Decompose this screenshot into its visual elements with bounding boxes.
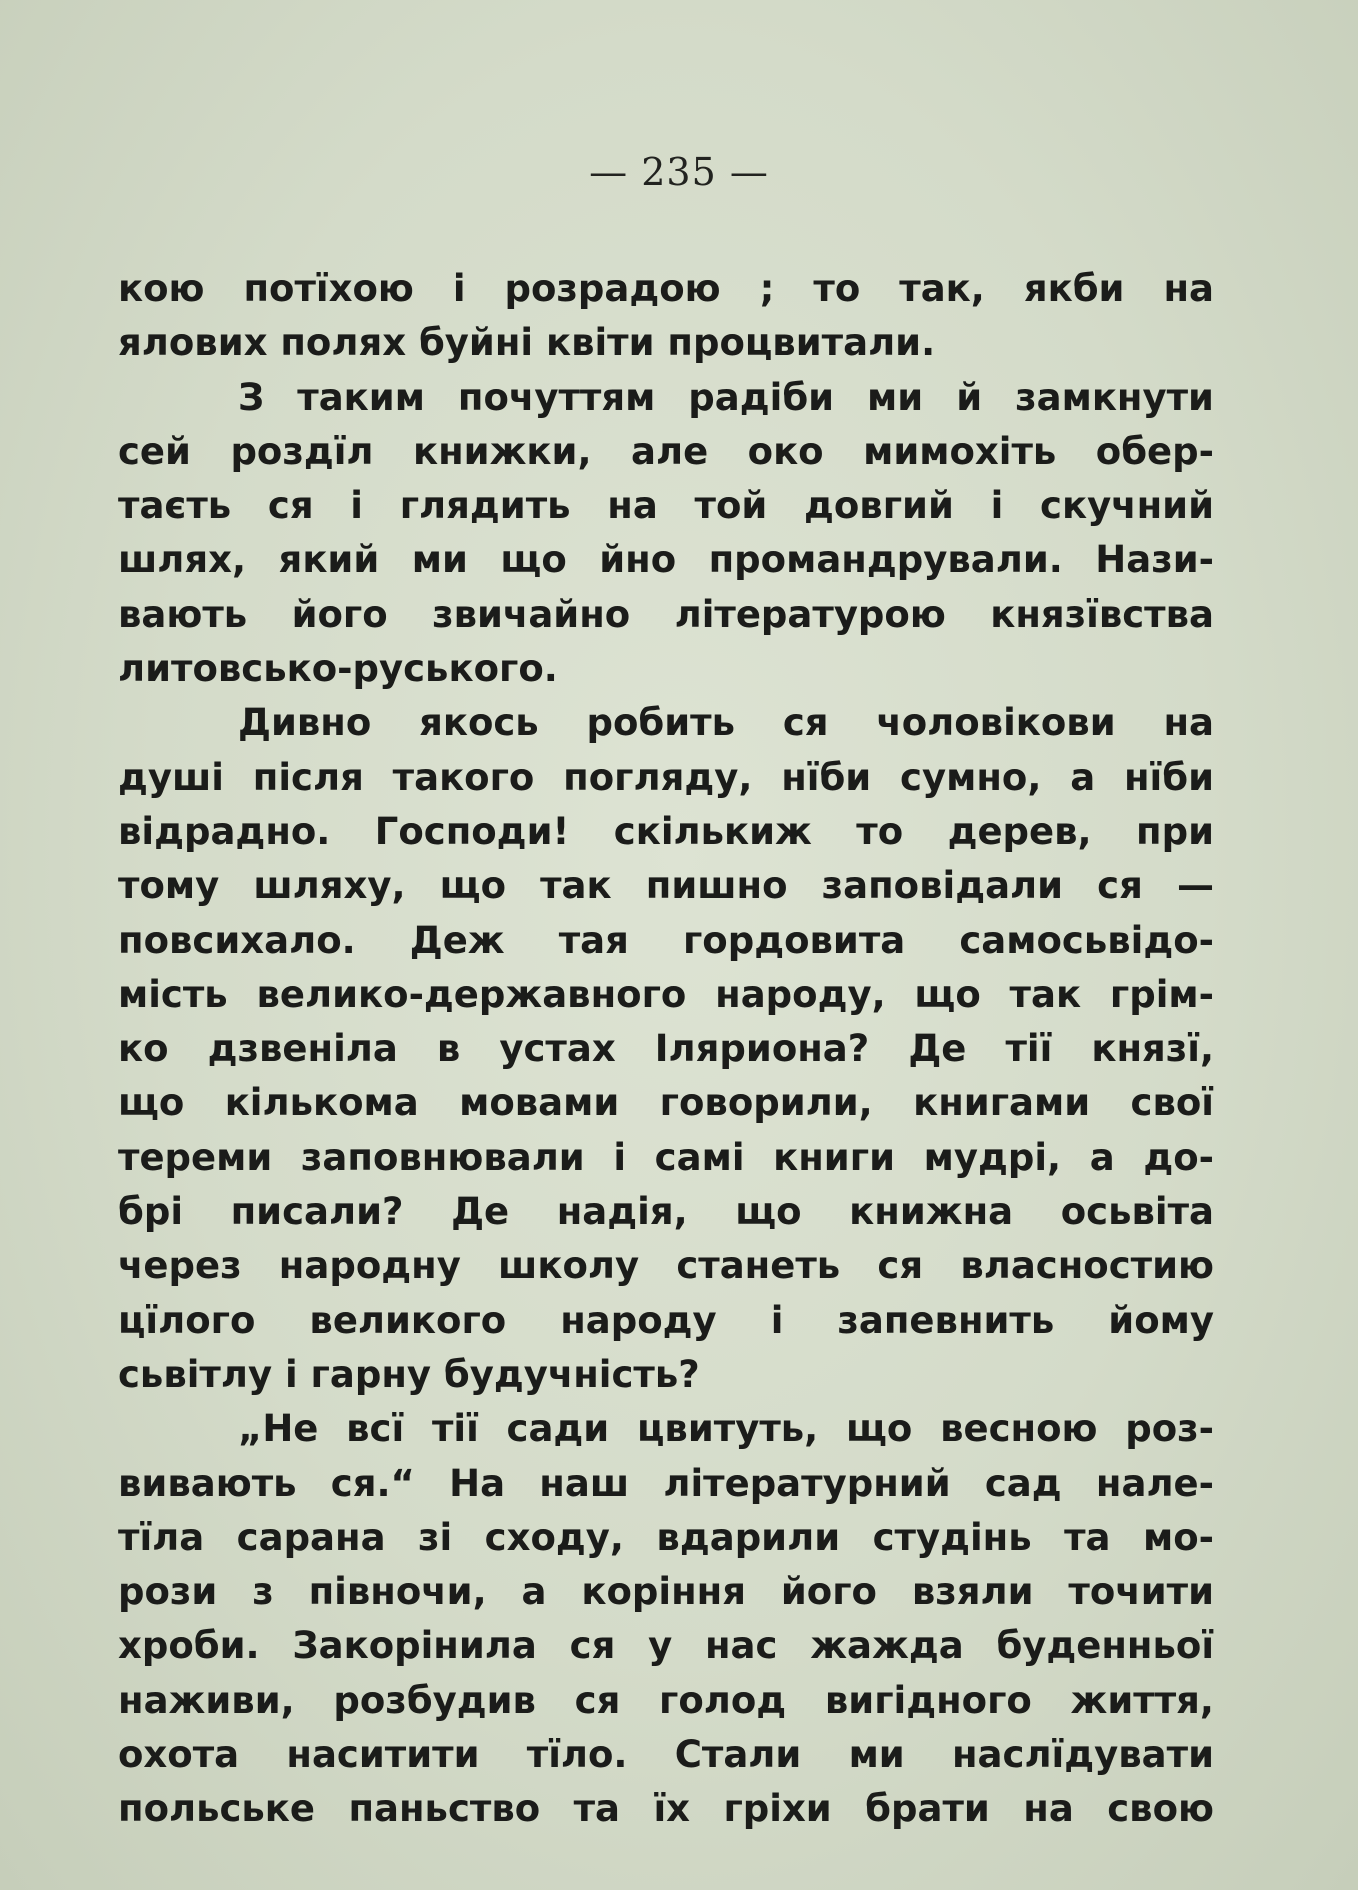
text-line: сей роздїл книжки, але око мимохіть обер- [118,429,1214,473]
text-line: рози з півночи, а коріння його взяли точити [118,1570,1214,1614]
text-line: душі після такого погляду, нїби сумно, а нїби [118,755,1214,799]
page-text [118,262,1214,1837]
text-line: польське паньство та їх гріхи брати на свою [118,1787,1214,1831]
text-line: шлях, який ми що йно промандрували. Нази- [118,538,1214,582]
paragraph-first-line: Дивно якось робить ся чоловікови на [238,701,1214,745]
text-line: повсихало. Деж тая гордовита самосьвідо- [118,918,1214,962]
text-line: ялових полях буйні квіти процвитали. [118,321,936,365]
text-line: кою потїхою і розрадою ; то так, якби на [118,267,1214,310]
paragraph-first-line: „Не всї тії сади цвитуть, що весною роз- [238,1407,1214,1451]
text-line: що кількома мовами говорили, книгами свої [118,1081,1214,1125]
text-line: тому шляху, що так пишно заповідали ся — [118,864,1214,908]
page-number: — 235 — [589,150,769,194]
text-line: цїлого великого народу і запевнить йому [118,1298,1214,1342]
text-line: тереми заповнювали і самі книги мудрі, а до- [118,1135,1214,1179]
text-line: відрадно. Господи! скількиж то дерев, при [118,809,1214,853]
paragraph-first-line: З таким почуттям радіби ми й замкнути [238,375,1214,419]
text-line: мість велико-державного народу, що так грім- [118,972,1214,1016]
text-line: таєть ся і глядить на той довгий і скучний [118,484,1214,528]
text-line: сьвітлу і гарну будучність? [118,1352,700,1396]
text-line: тїла сарана зі сходу, вдарили студінь та мо- [118,1515,1214,1559]
text-line: литовсько-руського. [118,647,558,691]
text-line: охота наситити тїло. Стали ми наслїдувати [118,1733,1214,1777]
text-line: наживи, розбудив ся голод вигідного життя, [118,1678,1214,1722]
text-line: хроби. Закорінила ся у нас жажда буденньої [118,1624,1214,1668]
text-line: ко дзвеніла в устах Іляриона? Де тії князї, [118,1027,1214,1071]
text-line: вивають ся.“ На наш літературний сад нале- [118,1461,1214,1505]
text-line: вають його звичайно літературою князївства [118,592,1214,636]
text-line: брі писали? Де надія, що книжна осьвіта [118,1190,1214,1234]
text-line: через народну школу станеть ся власностию [118,1244,1214,1288]
